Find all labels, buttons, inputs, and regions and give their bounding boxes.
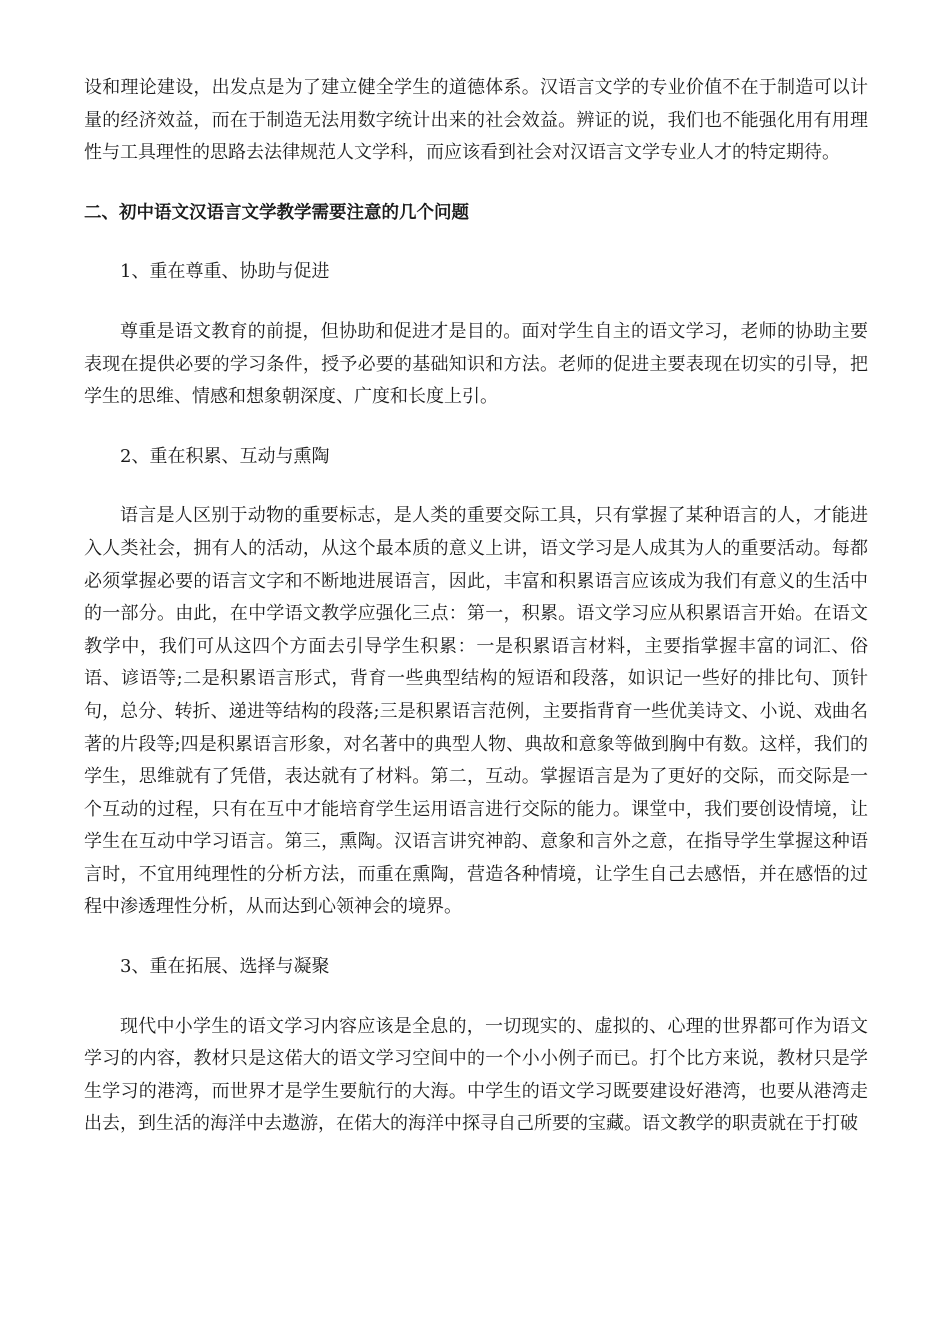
document-page	[84, 72, 868, 1168]
subheading-2: 2、重在积累、互动与熏陶	[120, 445, 330, 467]
subheading-3: 3、重在拓展、选择与凝聚	[120, 956, 330, 978]
paragraph-1: 尊重是语文教育的前提，但协助和促进才是目的。面对学生自主的语文学习，老师的协助主要表现在提供必要的学习条件，授予必要的基础知识和方法。老师的促进主要表现在切实的引导，把学生的思维、情感和想象朝深度、广度和长度上引。	[84, 320, 868, 408]
subheading-1: 1、重在尊重、协助与促进	[120, 261, 330, 283]
paragraph-2: 语言是人区别于动物的重要标志，是人类的重要交际工具，只有掌握了某种语言的人，才能进入人类社会，拥有人的活动，从这个最本质的意义上讲，语文学习是人成其为人的重要活动。每都必须掌握必要的语言文字和不断地进展语言，因此，丰富和积累语言应该成为我们有意义的生活中的一部分。由此，在中学语文教学应强化三点：第一，积累。语文学习应从积累语言开始。在语文教学中，我们可从这四个方面去引导学生积累：一是积累语言材料，主要指掌握丰富的词汇、俗语、谚语等;二是积累语言形式，背育一些典型结构的短语和段落，如识记一些好的排比句、顶针句，总分、转折、递进等结构的段落;三是积累语言范例，主要指背育一些优美诗文、小说、戏曲名著的片段等;四是积累语言形象，对名著中的典型人物、典故和意象等做到胸中有数。这样，我们的学生，思维就有了凭借，表达就有了材料。第二，互动。掌握语言是为了更好的交际，而交际是一个互动的过程，只有在互中才能培育学生运用语言进行交际的能力。课堂中，我们要创设情境，让学生在互动中学习语言。第三，熏陶。汉语言讲究神韵、意象和言外之意，在指导学生掌握这种语言时，不宜用纯理性的分析方法，而重在熏陶，营造各种情境，让学生自己去感悟，并在感悟的过程中渗透理性分析，从而达到心领神会的境界。	[84, 505, 868, 918]
paragraph-3: 现代中小学生的语文学习内容应该是全息的，一切现实的、虚拟的、心理的世界都可作为语文学习的内容，教材只是这偌大的语文学习空间中的一个小小例子而已。打个比方来说，教材只是学生学习的港湾，而世界才是学生要航行的大海。中学生的语文学习既要建设好港湾，也要从港湾走出去，到生活的海洋中去遨游，在偌大的海洋中探寻自己所要的宝藏。语文教学的职责就在于打破	[84, 1015, 868, 1135]
section-heading: 二、初中语文汉语言文学教学需要注意的几个问题	[84, 202, 469, 223]
paragraph-continuation: 设和理论建设，出发点是为了建立健全学生的道德体系。汉语言文学的专业价值不在于制造可以计量的经济效益，而在于制造无法用数字统计出来的社会效益。辨证的说，我们也不能强化用有用理性与工具理性的思路去法律规范人文学科，而应该看到社会对汉语言文学专业人才的特定期待。	[84, 77, 868, 164]
